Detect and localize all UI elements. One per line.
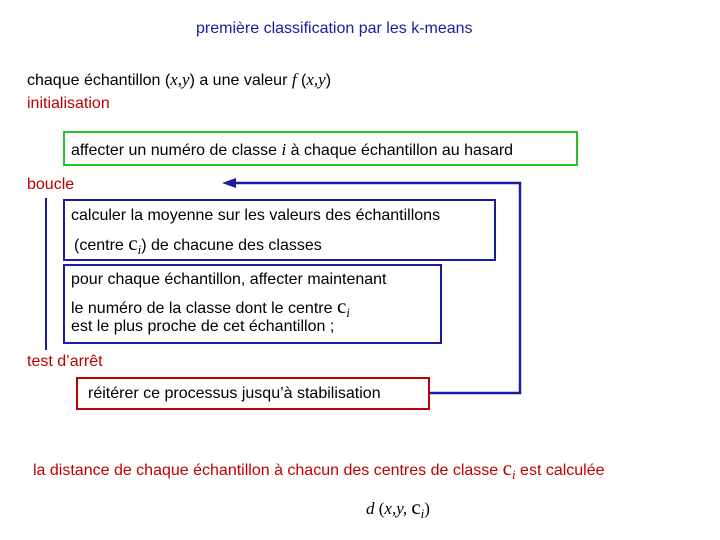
assign-text-b: à chaque échantillon au hasard: [286, 142, 514, 159]
intro-text-b: ) a une valeur: [189, 72, 292, 89]
mean-text-a: (centre: [74, 237, 129, 254]
mean-line-1: calculer la moyenne sur les valeurs des échantillons: [71, 207, 441, 224]
mean-i: i: [137, 242, 142, 257]
init-label: initialisation: [27, 95, 110, 112]
intro-text-d: ): [325, 72, 332, 89]
mean-text-b: ) de chacune des classes: [141, 237, 322, 254]
reassign-c: c: [336, 294, 347, 318]
formula-xy: x,y,: [384, 499, 412, 518]
formula-close: ): [424, 499, 430, 518]
reassign-line-3: est le plus proche de cet échantillon ;: [71, 318, 335, 335]
reassign-i: i: [346, 305, 350, 320]
distance-c: c: [502, 456, 512, 480]
loop-connector-line: [232, 183, 520, 393]
intro-text-c: (: [296, 72, 307, 89]
reassign-text-a: le numéro de la classe dont le centre: [71, 300, 337, 317]
assign-i: i: [281, 140, 287, 159]
intro-f: f: [291, 70, 297, 89]
loop-label: boucle: [27, 176, 75, 193]
distance-statement: [33, 456, 605, 481]
diagram-title: première classification par les k-means: [196, 20, 473, 37]
intro-xy: x,y: [170, 70, 190, 89]
distance-text-a: la distance de chaque échantillon à chacun des centres de classe: [33, 462, 503, 479]
distance-formula: [366, 495, 430, 520]
formula-d: d: [366, 499, 375, 518]
distance-i: i: [511, 467, 516, 482]
formula-i: i: [420, 506, 425, 521]
repeat-text: réitérer ce processus jusqu’à stabilisation: [88, 385, 381, 402]
distance-text-b: est calculée: [515, 462, 605, 479]
stop-label: test d’arrêt: [27, 353, 103, 370]
formula-c: c: [411, 495, 421, 519]
loop-arrowhead: [222, 178, 236, 188]
assign-text-a: affecter un numéro de classe: [71, 142, 282, 159]
reassign-line-1: pour chaque échantillon, affecter maintenant: [71, 271, 387, 288]
intro-xy2: x,y: [306, 70, 326, 89]
mean-c: c: [128, 231, 138, 255]
formula-open: (: [374, 499, 385, 518]
intro-text-a: chaque échantillon (: [27, 72, 171, 89]
